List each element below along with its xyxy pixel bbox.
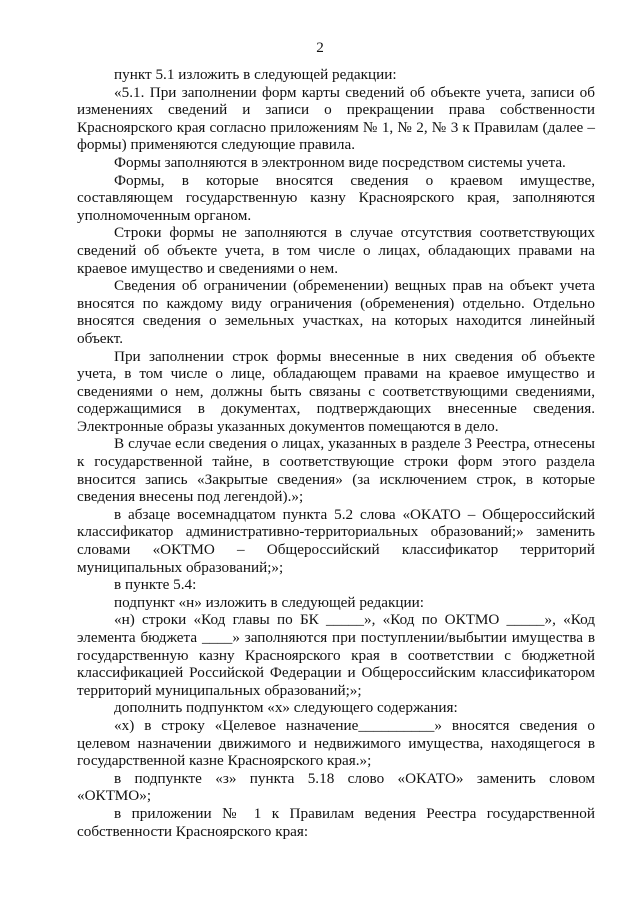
paragraph: дополнить подпунктом «х» следующего содержания: <box>114 699 458 717</box>
paragraph: подпункт «н» изложить в следующей редакции: <box>114 593 424 611</box>
paragraph: в подпункте «з» пункта 5.18 слово «ОКАТО» заменить словом «ОКТМО»; <box>77 769 595 805</box>
paragraph: в приложении № 1 к Правилам ведения Реестра государственной собственности Красноярского края: <box>77 804 595 840</box>
document-body <box>77 66 595 840</box>
paragraph: пункт 5.1 изложить в следующей редакции: <box>114 66 397 83</box>
paragraph: Формы заполняются в электронном виде посредством системы учета. <box>114 153 566 171</box>
paragraph: в пункте 5.4: <box>114 576 197 594</box>
paragraph: В случае если сведения о лицах, указанных в разделе 3 Реестра, отнесены к государственной тайне, в соответствующие строки форм этого раздела вносится запись «Закрытые сведения» (за исключением строк, в которые сведения внесены под легендой).»; <box>77 435 595 506</box>
paragraph: «н) строки «Код главы по БК _____», «Код по ОКТМО _____», «Код элемента бюджета ____» заполняются при поступлении/выбытии имущества в государственную казну Красноярского края в соответствии с бюджетной классификацией Российской Федерации и Общероссийским классификатором территорий муниципальных образований;»; <box>77 611 595 699</box>
paragraph: Формы, в которые вносятся сведения о краевом имуществе, составляющем государственную казну Красноярского края, заполняются уполномоченным органом. <box>77 171 595 224</box>
paragraph: «х) в строку «Целевое назначение__________» вносятся сведения о целевом назначении движимого и недвижимого имущества, находящегося в государственной казне Красноярского края.»; <box>77 716 595 770</box>
paragraph: Сведения об ограничении (обременении) вещных прав на объект учета вносятся по каждому виду ограничения (обременения) отдельно. Отдельно вносятся сведения о земельных участках, на которых находится линейный объект. <box>77 277 595 347</box>
paragraph: Строки формы не заполняются в случае отсутствия соответствующих сведений об объекте учета, в том числе о лицах, обладающих правами на краевое имущество и сведениями о нем. <box>77 224 595 277</box>
paragraph: «5.1. При заполнении форм карты сведений об объекте учета, записи об изменениях сведений и записи о прекращении права собственности Красноярского края согласно приложениям № 1, № 2, № 3 к Правилам (далее – формы) применяются следующие правила. <box>77 83 595 154</box>
paragraph: При заполнении строк формы внесенные в них сведения об объекте учета, в том числе о лице, обладающем правами на краевое имущество и сведениями о нем, должны быть связаны с соответствующими сведениями, содержащимися в документах, подтверждающих внесенные сведения. Электронные образы указанных документов помещаются в дело. <box>77 347 595 435</box>
page-number: 2 <box>316 39 324 56</box>
paragraph: в абзаце восемнадцатом пункта 5.2 слова «ОКАТО – Общероссийский классификатор административно-территориальных образований;» заменить словами «ОКТМО – Общероссийский классификатор территорий муниципальных образований;»; <box>77 505 595 576</box>
